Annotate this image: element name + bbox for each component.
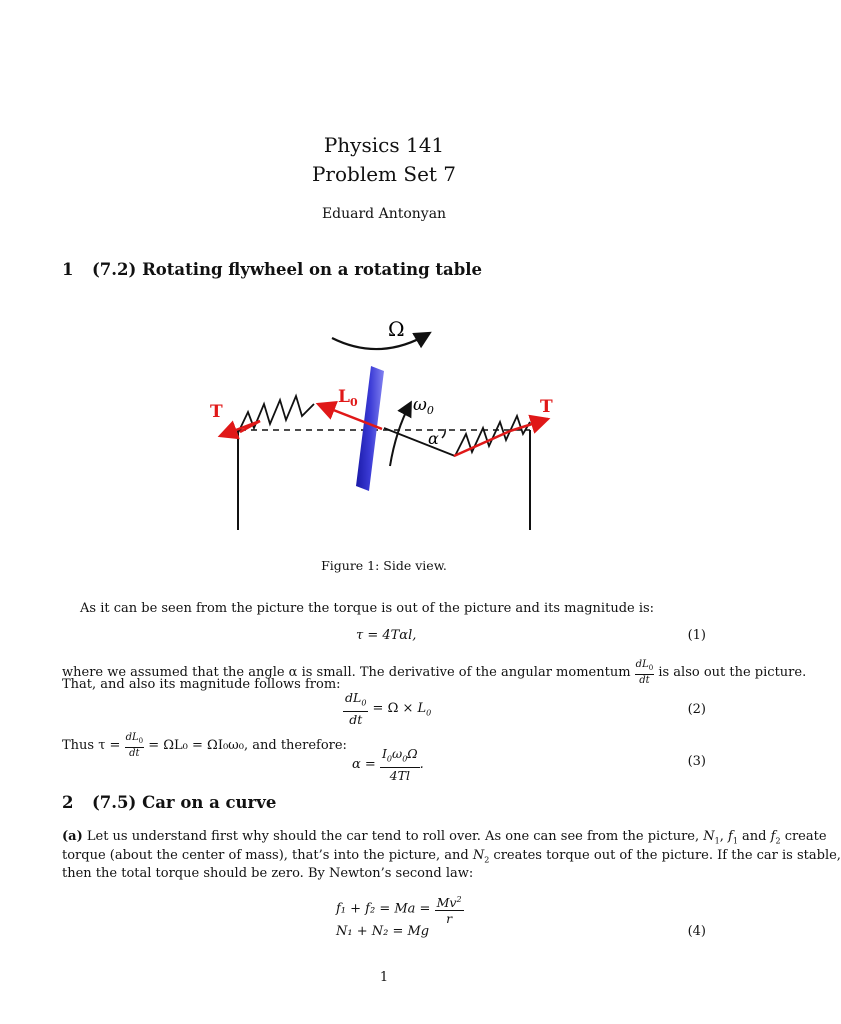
table-rotation-arrow	[332, 334, 428, 349]
section-2-number: 2	[62, 793, 74, 812]
equation-4a-lhs: f₁ + f₂ = Ma =	[336, 901, 431, 917]
equation-2: $\frac{dL_0}{dt}$ = $\Omega \times L_0$	[345, 690, 432, 727]
tension-right-label: T	[540, 397, 553, 417]
omega-cap-label: Ω	[388, 317, 405, 341]
section-1-number: 1	[62, 260, 74, 279]
section-2-title: (7.5) Car on a curve	[92, 793, 277, 812]
part-a-label: (a)	[62, 829, 83, 844]
equation-3-lhs: α =	[352, 756, 376, 772]
paragraph-car-text-b: create	[784, 829, 827, 844]
omega0-label: $\omega_0$	[413, 395, 434, 417]
alpha-label: α	[428, 429, 439, 448]
paragraph-torque-intro: As it can be seen from the picture the torque is out of the picture and its magnitude is:	[80, 601, 655, 616]
paragraph-small-angle-tail: is also out the picture.	[658, 665, 807, 680]
paragraph-car-text-a: Let us understand first why should the car tend to roll over. As one can see from the picture,	[86, 829, 700, 844]
equation-4a: f₁ + f₂ = Ma = $\frac{Mv^2}{r}$	[336, 892, 464, 926]
paragraph-thus-end: = ΩL₀ = ΩI₀ω₀, and therefore:	[148, 738, 347, 753]
author-name: Eduard Antonyan	[321, 206, 447, 222]
section-1-title: (7.2) Rotating flywheel on a rotating table	[92, 260, 483, 279]
problem-set-title: Problem Set 7	[311, 162, 457, 186]
L0-label: $L_0$	[338, 387, 358, 409]
paragraph-car-line3: then the total torque should be zero. By Newton’s second law:	[62, 866, 474, 881]
course-title: Physics 141	[323, 133, 445, 157]
equation-4b: N₁ + N₂ = Mg	[336, 924, 430, 939]
paragraph-car-line2: torque (about the center of mass), that’s into the picture, and $N_2$ creates torque out of the picture. If the car is stable,	[62, 848, 841, 865]
figure-caption: Figure 1: Side view.	[321, 558, 447, 573]
equation-2-number: (2)	[687, 702, 706, 717]
paragraph-car-text-d: creates torque out of the picture. If the car is stable,	[493, 848, 841, 863]
equation-3: α = $\frac{I_0\omega_0\Omega}{4Tl}$ .	[352, 746, 424, 783]
paragraph-magnitude: That, and also its magnitude follows from:	[62, 677, 341, 692]
dL0-dt-fraction-2: $\frac{dL_0}{dt}$	[125, 732, 144, 759]
paragraph-thus-start: Thus τ =	[62, 738, 121, 753]
equation-1: τ = 4Tαl,	[356, 628, 417, 643]
equation-3-number: (3)	[687, 754, 706, 769]
section-2-heading	[62, 793, 276, 812]
page-number: 1	[379, 970, 389, 985]
tension-left-label: T	[210, 402, 223, 422]
paragraph-car-line1: (a) Let us understand first why should the car tend to roll over. As one can see from the picture, $N_1$, $f_1$ and $f_2$ create	[62, 829, 827, 846]
paragraph-thus	[62, 732, 347, 759]
paragraph-small-angle-text: where we assumed that the angle α is small. The derivative of the angular momentum	[62, 665, 631, 680]
section-1-heading	[62, 260, 482, 279]
tension-line-right	[454, 431, 510, 456]
equation-1-number: (1)	[687, 628, 706, 643]
dL0-dt-fraction: $\frac{dL_0}{dt}$	[635, 659, 654, 686]
paragraph-car-text-c: torque (about the center of mass), that’s into the picture, and	[62, 848, 469, 863]
equation-4-number: (4)	[687, 924, 706, 939]
figure-side-view	[0, 300, 768, 550]
